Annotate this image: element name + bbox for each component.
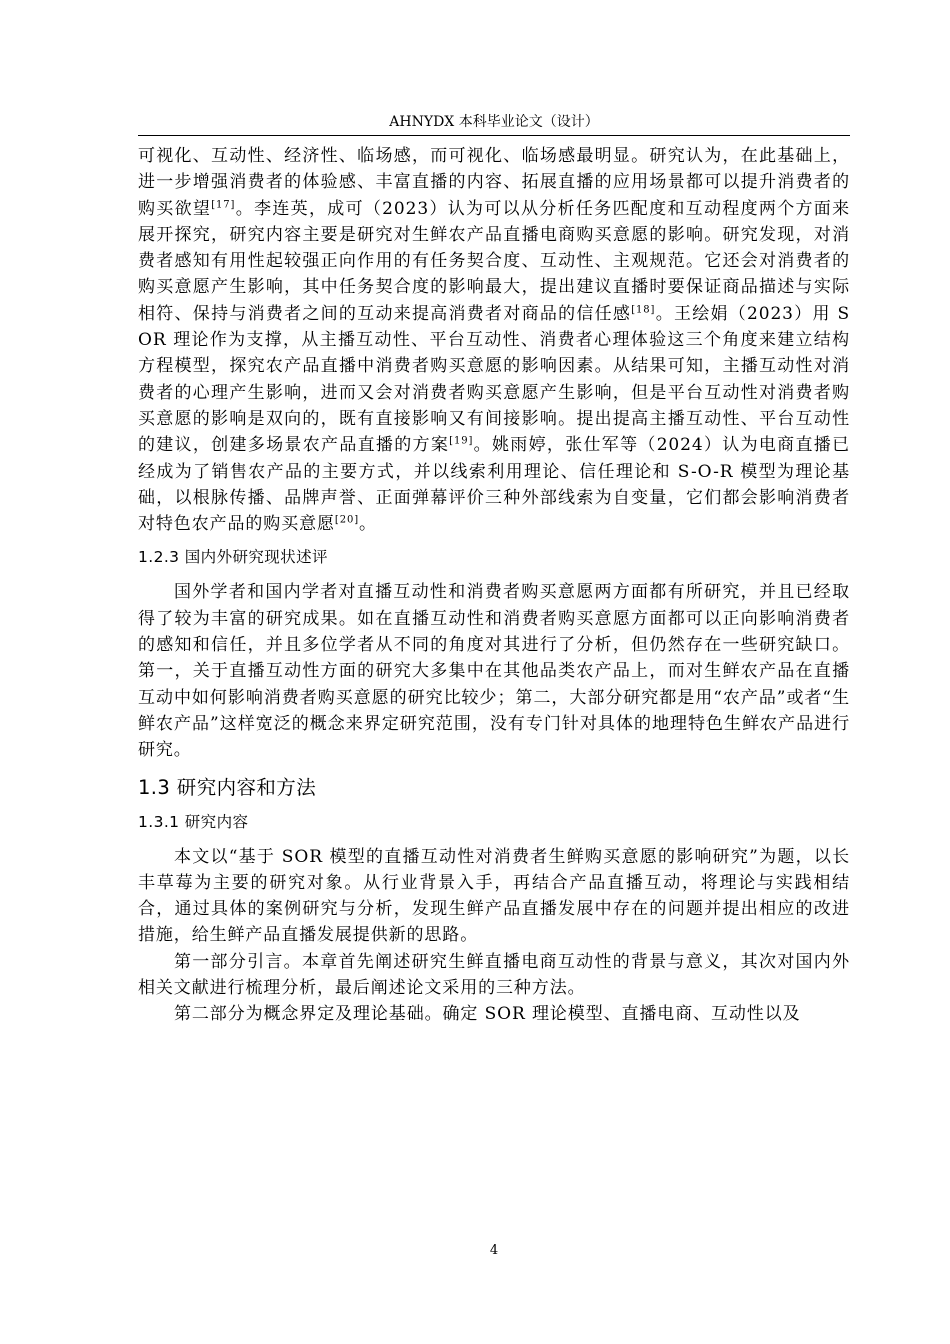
section-heading-1-3: 1.3 研究内容和方法 xyxy=(138,775,317,799)
paragraph-research-review: 国外学者和国内学者对直播互动性和消费者购买意愿两方面都有所研究，并且已经取得了较为丰富的研究成果。如在直播互动性和消费者购买意愿方面都可以正向影响消费者的感知和信任，并且多位学者从不同的角度对其进行了分析，但仍然存在一些研究缺口。第一，关于直播互动性方面的研究大多集中在其他品类农产品上，而对生鲜农产品在直播互动中如何影响消费者购买意愿的研究比较少；第二，大部分研究都是用“农产品”或者“生鲜农产品”这样宽泛的概念来界定研究范围，没有专门针对具体的地理特色生鲜农产品进行研究。 xyxy=(138,582,850,761)
citation-19: [19] xyxy=(449,435,474,447)
paragraph-literature-review-continued xyxy=(138,143,850,537)
paragraph-part-one: 第一部分引言。本章首先阐述研究生鲜直播电商互动性的背景与意义，其次对国内外相关文献进行梳理分析，最后阐述论文采用的三种方法。 xyxy=(138,951,850,999)
paragraph-text: 。李连英，成可（2023）认为可以从分析任务匹配度和互动程度两个方面来展开探究，研究内容主要是研究对生鲜农产品直播电商购买意愿的影响。研究发现，对消费者感知有用性起较强正向作用的有任务契合度、互动性、主观规范。它还会对消费者的购买意愿产生影响，其中任务契合度的影响最大，提出建议直播时要保证商品描述与实际相符、保持与消费者之间的互动来提高消费者对商品的信任感 xyxy=(138,198,850,324)
citation-17: [17] xyxy=(211,198,236,210)
paragraph-research-topic: 本文以“基于 SOR 模型的直播互动性对消费者生鲜购买意愿的影响研究”为题，以长丰草莓为主要的研究对象。从行业背景入手，再结合产品直播互动，将理论与实践相结合，通过具体的案例研究与分析，发现生鲜产品直播发展中存在的问题并提出相应的改进措施，给生鲜产品直播发展提供新的思路。 xyxy=(138,846,850,946)
paragraph-text: 可视化、互动性、经济性、临场感，而可视化、临场感最明显。研究认为，在此基础上，进一步增强消费者的体验感、丰富直播的内容、拓展直播的应用场景都可以提升消费者的购买欲望 xyxy=(138,146,850,219)
paragraph-part-two: 第二部分为概念界定及理论基础。确定 SOR 理论模型、直播电商、互动性以及 xyxy=(174,1004,801,1025)
citation-18: [18] xyxy=(631,304,656,316)
paragraph-text: 。姚雨婷，张仕军等（2024）认为电商直播已经成为了销售农产品的主要方式，并以线索利用理论、信任理论和 S-O-R 模型为理论基础，以根脉传播、品牌声誉、正面弹幕评价三种外部线索为自变量，它们都会影响消费者对特色农产品的购买意愿 xyxy=(138,435,850,535)
paragraph-text: 。王绘娟（2023）用 SOR 理论作为支撑，从主播互动性、平台互动性、消费者心理体验这三个角度来建立结构方程模型，探究农产品直播中消费者购买意愿的影响因素。从结果可知，主播互动性对消费者的心理产生影响，进而又会对消费者购买意愿产生影响，但是平台互动性对消费者购买意愿的影响是双向的，既有直接影响又有间接影响。提出提高主播互动性、平台互动性的建议，创建多场景农产品直播的方案 xyxy=(138,303,850,456)
header-divider xyxy=(138,135,850,136)
page-body xyxy=(138,143,850,1028)
page-header: AHNYDX 本科毕业论文（设计） xyxy=(389,114,599,130)
citation-20: [20] xyxy=(334,514,360,526)
section-heading-1-2-3: 1.2.3 国内外研究现状述评 xyxy=(138,548,328,567)
page-number: 4 xyxy=(489,1243,499,1258)
paragraph-text: 。 xyxy=(359,514,377,535)
section-heading-1-3-1: 1.3.1 研究内容 xyxy=(138,812,249,831)
